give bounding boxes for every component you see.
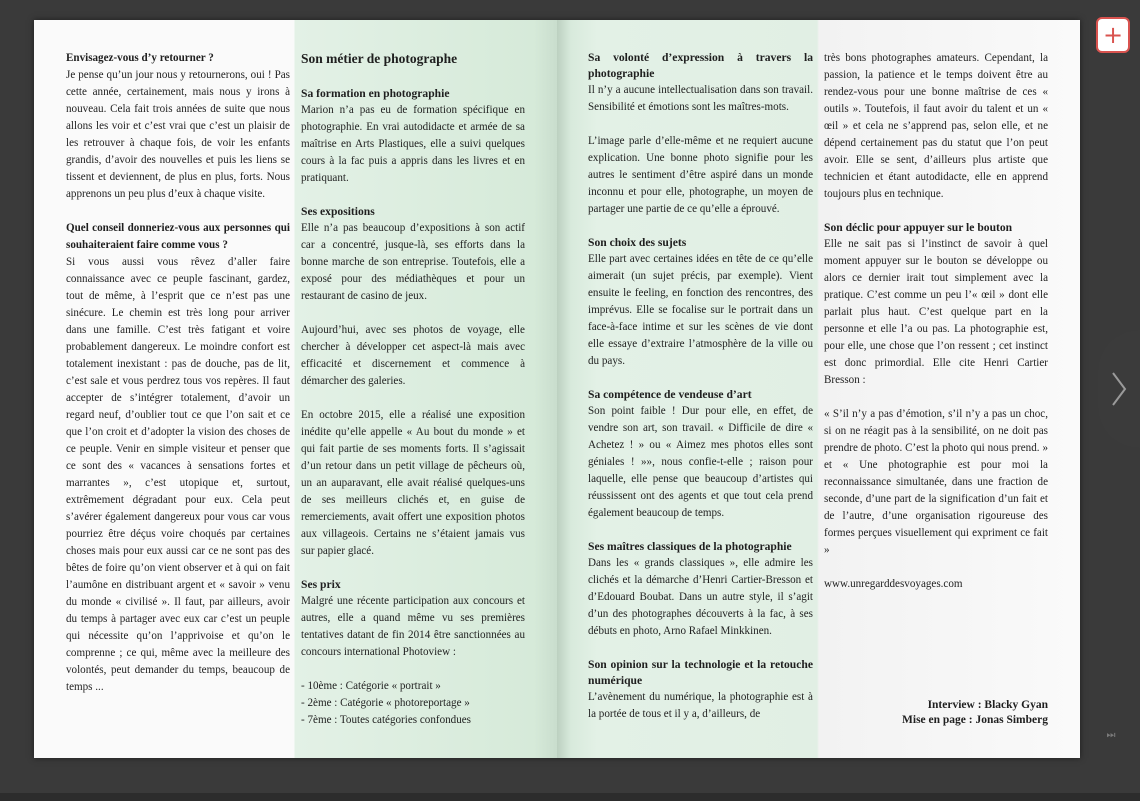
skip-to-end-icon[interactable]: ⏭ — [1106, 730, 1116, 741]
paragraph: très bons photographes amateurs. Cependant, la passion, la patience et le temps doivent être au rendez-vous pour une bonne maîtrise de ces « outils ». Toutefois, il faut avoir du talent et un « œil » et cela ne s’apprend pas, selon elle, et ne dépend certainement pas du statut que l’on peut avoir. Elle se sent, d’ailleurs plus artiste que technicien et étant autodidacte, elle en apprend toujours plus en technique. — [824, 52, 1048, 200]
paragraph: Aujourd’hui, avec ses photos de voyage, elle chercher à développer cet aspect-là mais avec efficacité et discernement et commence à démarcher des galeries. — [301, 324, 525, 387]
paragraph: Elle n’a pas beaucoup d’expositions à son actif car a concentré, jusque-là, ses efforts dans la bonne marche de son entreprise. Toutefois, elle a exposé pour des médiathèques et pour un restaurant de casino de jeux. — [301, 222, 525, 302]
credits — [902, 698, 1048, 728]
column-1 — [66, 50, 290, 713]
subheading: Sa volonté d’expression à travers la photographie — [588, 51, 813, 80]
column-3 — [588, 50, 813, 740]
paragraph: Son point faible ! Dur pour elle, en effet, de vendre son art, son travail. « Difficile de dire « Achetez ! » ou « Aimez mes photos elles sont géniales ! »», nous confie-t-elle ; raison pour laquelle, elle pense que beaucoup d’artistes qui réussissent ont des agents et que tout cela prend également beaucoup de temps. — [588, 405, 813, 519]
prize-item: - 10ème : Catégorie « portrait » — [301, 680, 441, 692]
paragraph: L’image parle d’elle-même et ne requiert aucune explication. Une bonne photo signifie pour les autres le sentiment d’être aspiré dans un monde inconnu et pour elle, photographe, un moyen de partager une partie de ce qu’elle a éprouvé. — [588, 135, 813, 215]
subheading: Son choix des sujets — [588, 236, 687, 249]
bottom-strip — [0, 793, 1140, 801]
question-heading: Quel conseil donneriez-vous aux personnes qui souhaiteraient faire comme vous ? — [66, 222, 290, 251]
answer-paragraph: Je pense qu’un jour nous y retournerons, oui ! Pas cette année, certainement, mais nous y irons à nouveau. Cela fait trois années de suite que nous allons les voir et c’est vrai que c’est un plaisir de les retrouver à chaque fois, de voir les enfants grandis, d’avoir des nouvelles et puis les liens se tissent et deviennent, de plus en plus, forts. Nous apprenons un peu plus d’eux à chaque visite. — [66, 69, 290, 200]
paragraph: Il n’y a aucune intellectualisation dans son travail. Sensibilité et émotions sont les maîtres-mots. — [588, 84, 813, 113]
right-page — [557, 20, 1080, 758]
paragraph: L’avènement du numérique, la photographie est à la portée de tous et il y a, d’ailleurs, de — [588, 691, 813, 720]
paragraph: Elle ne sait pas si l’instinct de savoir à quel moment appuyer sur le bouton se développe ou alors ce dernier irait tout simplement avec la pratique. C’est comme un peu l’« œil » dont elle parlait plus haut. C’est quelque part en la personne et elle l’a ou pas. La photographie est, pour elle, une chose que l’on ressent ; cet instinct est donc primordial. Elle cite Henri Cartier Bresson : — [824, 238, 1048, 386]
question-heading: Envisagez-vous d’y retourner ? — [66, 52, 214, 64]
prize-item: - 2ème : Catégorie « photoreportage » — [301, 697, 470, 709]
chevron-right-icon — [1109, 369, 1129, 409]
paragraph: Marion n’a pas eu de formation spécifique en photographie. En vrai autodidacte et armée de sa maîtrise en Arts Plastiques, elle a suivi quelques cours à la fac puis a appris dans les livres et en pratiquant. — [301, 104, 525, 184]
column-4 — [824, 50, 1048, 610]
plus-icon[interactable]: + — [1096, 17, 1130, 53]
subheading: Son opinion sur la technologie et la retouche numérique — [588, 658, 813, 687]
column-2 — [301, 50, 525, 729]
interview-credit: Interview : Blacky Gyan — [927, 699, 1048, 711]
section-title: Son métier de photographe — [301, 51, 458, 66]
layout-credit: Mise en page : Jonas Simberg — [902, 714, 1048, 726]
paragraph: En octobre 2015, elle a réalisé une exposition inédite qu’elle appelle « Au bout du monde » et qui fait partie de ses moments forts. Il s’agissait d’un retour dans un petit village de pêcheurs où, un an auparavant, elle avait réalisé quelques-uns de ses meilleurs clichés et, en guise de remerciements, avait offert une exposition photos aux villageois. Certains ne s’étaient jamais vus sur papier glacé. — [301, 409, 525, 557]
left-page — [34, 20, 557, 758]
quote-paragraph: « S’il n’y a pas d’émotion, s’il n’y a pas un choc, si on ne réagit pas à la sensibilité, on ne doit pas prendre de photo. C’est la photo qui nous prend. » et « Une photographie est pour moi la reconnaissance simultanée, dans une fraction de seconde, d’une part de la signification d’un fait et de l’autre, d’une organisation rigoureuse des formes perçues visuellement qui expriment ce fait » — [824, 408, 1048, 556]
subheading: Sa formation en photographie — [301, 87, 450, 100]
prize-item: - 7ème : Toutes catégories confondues — [301, 714, 471, 726]
answer-paragraph: Si vous aussi vous rêvez d’aller faire connaissance avec ce peuple fascinant, gardez, tout de même, à l’esprit que ce n’est pas une sinécure. Le chemin est très long pour arriver dans une famille. C’est très fatigant et voire probablement dangereux. Le moindre confort est totalement inexistant : pas de douche, pas de lit, c’est sale et vous perdrez tous vos repères. Il faut accepter de s’intégrer totalement, d’avoir un regard neuf, d’oublier tout ce que l’on sait et ce que l’on croit et d’adopter la vision des choses de ce peuple. Venir en simple visiteur et penser que ce sont des « vacances à sensations fortes et marrantes », c’est utopique et, surtout, extrêmement dégradant pour eux. Cela peut s’avérer également dangereux pour vous car vous pourriez être déçus voire choqués par certaines choses mais pour eux aussi car ce ne sont pas des bêtes de foire qu’on vient observer et à qui on fait l’aumône en distribuant argent et « savoir » venu du monde « civilisé ». Il faut, par ailleurs, avoir du temps à partager avec eux car c’est un peuple qui nécessite qu’on l’apprivoise et qu’on le comprenne ; ce qui, même avec la meilleure des volontés, peut demander du temps, beaucoup de temps ... — [66, 256, 290, 693]
paragraph: Elle part avec certaines idées en tête de ce qu’elle aimerait (un sujet précis, par exemple). Vient ensuite le feeling, en fonction des rencontres, des imprévus. Elle se focalise sur le portrait dans un face-à-face intime et sur les scènes de vie dont elle essaye d’extraire l’atmosphère de la ville ou du pays. — [588, 253, 813, 367]
website-url: www.unregarddesvoyages.com — [824, 578, 963, 590]
subheading: Ses maîtres classiques de la photographie — [588, 540, 792, 553]
subheading: Sa compétence de vendeuse d’art — [588, 388, 752, 401]
paragraph: Malgré une récente participation aux concours et autres, elle a quand même vu ses premières tentatives datant de fin 2014 être sanctionnées au concours international Photoview : — [301, 595, 525, 658]
subheading: Ses prix — [301, 578, 341, 591]
subheading: Son déclic pour appuyer sur le bouton — [824, 221, 1013, 234]
magazine-spread — [34, 20, 1080, 758]
paragraph: Dans les « grands classiques », elle admire les clichés et la démarche d’Henri Cartier-Bresson et d’Edouard Boubat. Dans un autre style, il s’agit d’un des photographes découverts à la fac, à ses débuts en photo, Arno Rafael Minkkinen. — [588, 557, 813, 637]
subheading: Ses expositions — [301, 205, 375, 218]
next-page-button[interactable] — [1098, 330, 1140, 448]
